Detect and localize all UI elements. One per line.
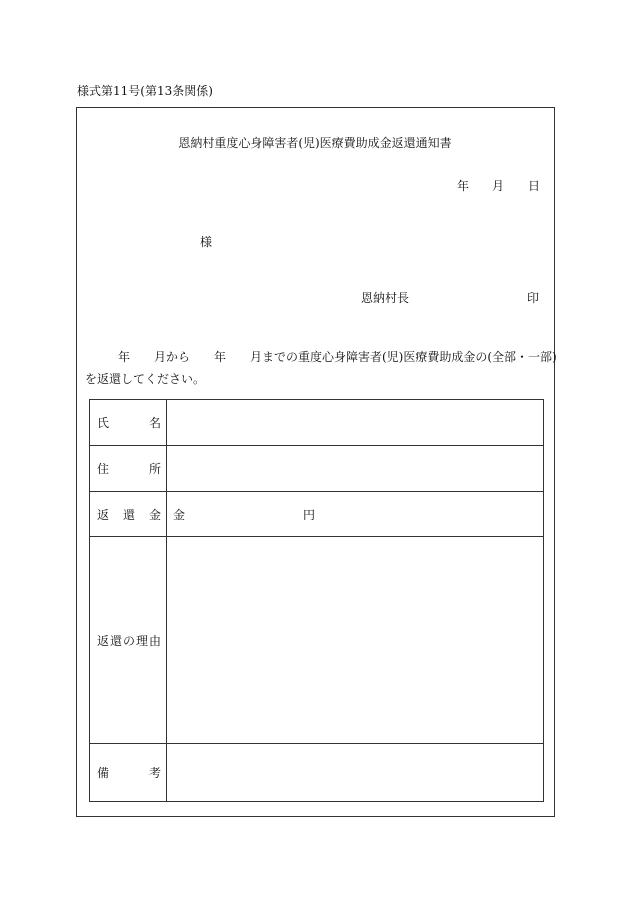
address-label: 住 所 (90, 446, 167, 492)
name-label: 氏 名 (90, 400, 167, 446)
body-line-2: を返還してください。 (85, 372, 206, 386)
body-year-2: 年 (214, 350, 227, 364)
form-number: 様式第11号(第13条関係) (77, 84, 213, 98)
table-row-name (90, 400, 544, 446)
body-year-1: 年 (118, 350, 131, 364)
date-day: 日 (528, 179, 541, 193)
document-title: 恩納村重度心身障害者(児)医療費助成金返還通知書 (178, 136, 452, 150)
table-row-amount (90, 492, 544, 537)
remarks-label: 備 考 (90, 744, 167, 802)
table-row-reason (90, 537, 544, 744)
reason-field[interactable] (167, 537, 544, 744)
amount-prefix: 金 (173, 507, 186, 522)
remarks-field[interactable] (167, 744, 544, 802)
seal-mark: 印 (527, 291, 540, 305)
issuer-name: 恩納村長 (361, 291, 410, 305)
body-month-from: 月から (154, 350, 191, 364)
amount-unit: 円 (303, 507, 316, 522)
date-year: 年 (457, 179, 470, 193)
table-row-remarks (90, 744, 544, 802)
addressee-suffix: 様 (200, 235, 213, 249)
reason-label: 返 還 の 理 由 (90, 537, 167, 744)
info-table (89, 399, 544, 802)
table-row-address (90, 446, 544, 492)
name-field[interactable] (167, 400, 544, 446)
amount-label: 返 還 金 (90, 492, 167, 537)
body-month-to: 月までの重度心身障害者(児)医療費助成金の(全部・一部) (250, 350, 557, 364)
amount-field[interactable] (167, 492, 544, 537)
date-month: 月 (492, 179, 505, 193)
address-field[interactable] (167, 446, 544, 492)
